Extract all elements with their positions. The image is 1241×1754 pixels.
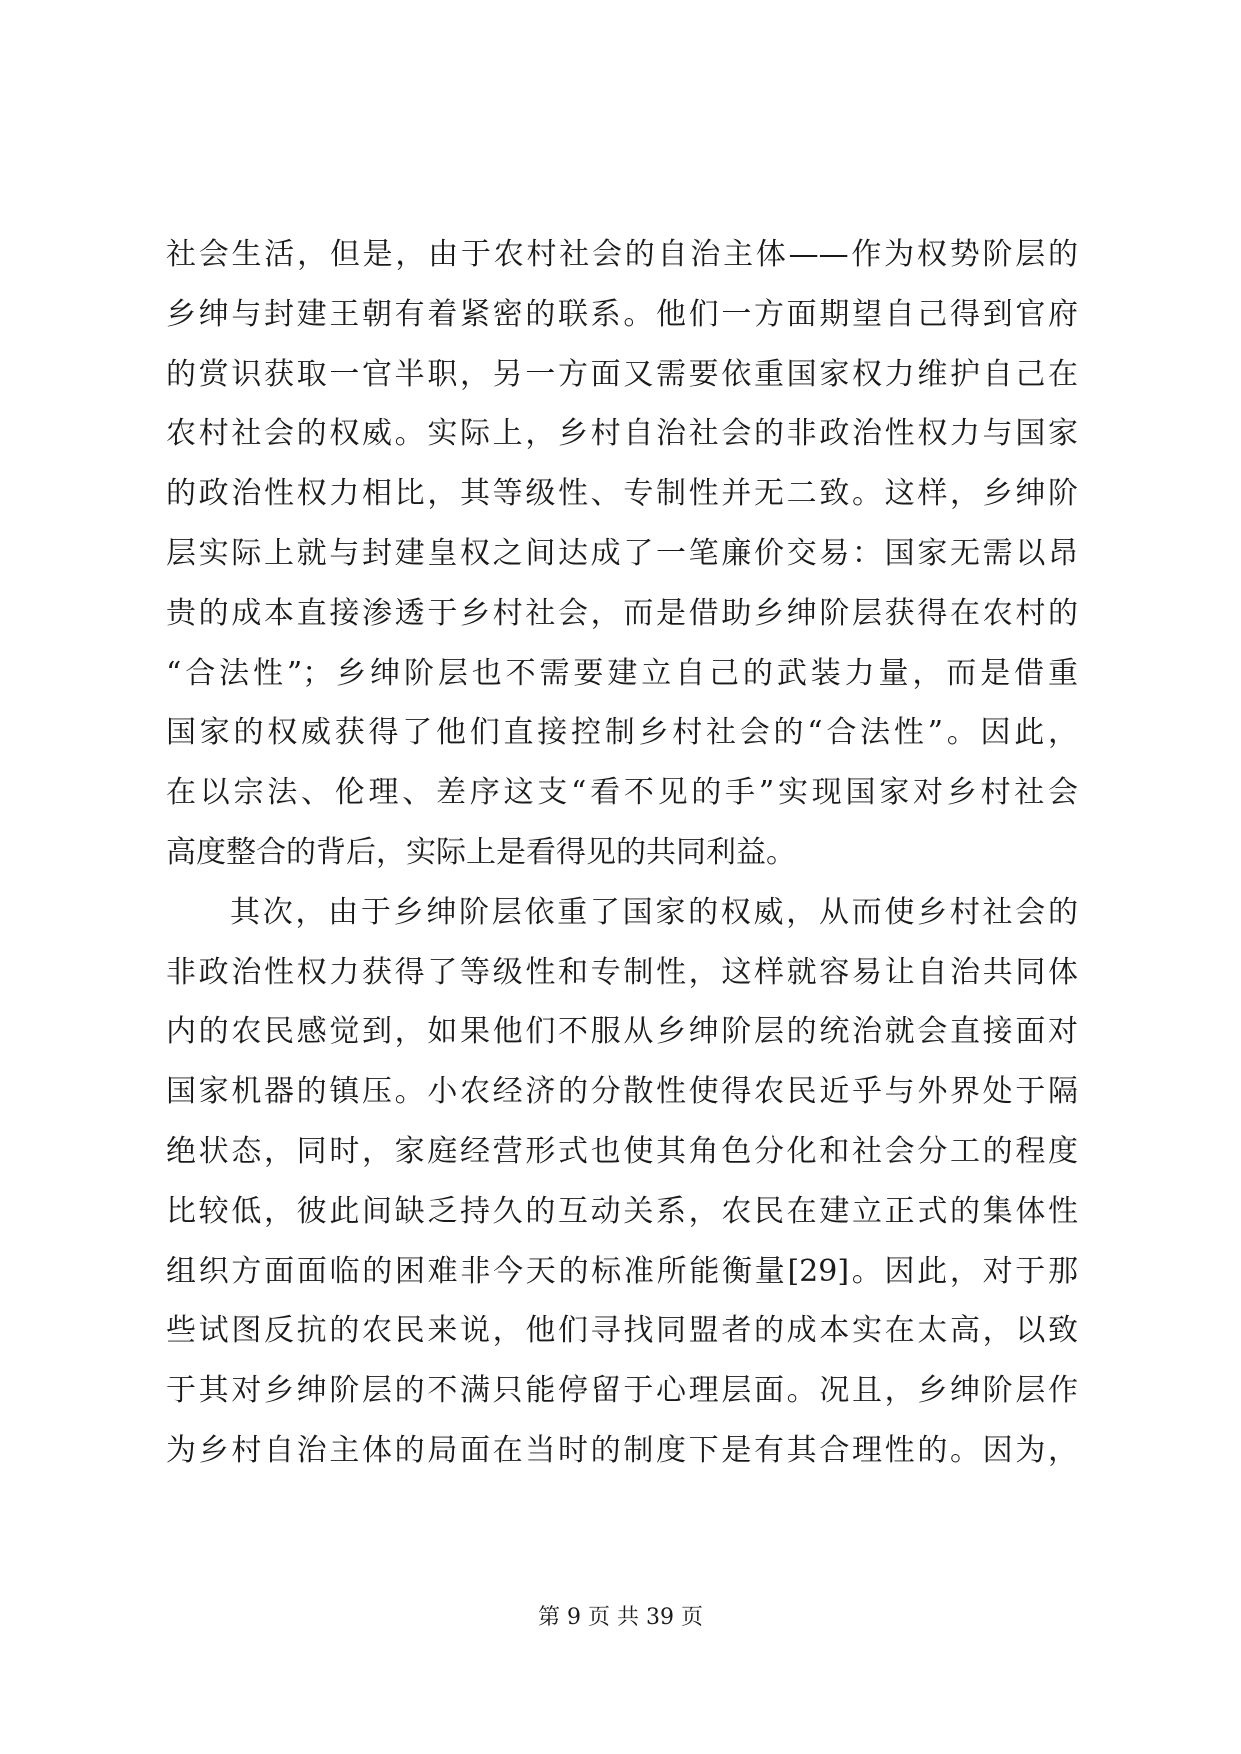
text-line: 乡绅与封建王朝有着紧密的联系。他们一方面期望自己得到官府 (166, 296, 1078, 332)
text-line: 些试图反抗的农民来说，他们寻找同盟者的成本实在太高，以致 (166, 1313, 1078, 1349)
text-line: 内的农民感觉到，如果他们不服从乡绅阶层的统治就会直接面对 (166, 1014, 1078, 1050)
text-line: 社会生活，但是，由于农村社会的自治主体——作为权势阶层的 (166, 237, 1078, 272)
text-line: 国家的权威获得了他们直接控制乡村社会的“合法性”。因此， (166, 715, 1078, 751)
text-line: 贵的成本直接渗透于乡村社会，而是借助乡绅阶层获得在农村的 (166, 595, 1078, 631)
text-line: 层实际上就与封建皇权之间达成了一笔廉价交易：国家无需以昂 (166, 535, 1078, 571)
text-line: 比较低，彼此间缺乏持久的互动关系，农民在建立正式的集体性 (166, 1193, 1078, 1229)
text-line: 的赏识获取一官半职，另一方面又需要依重国家权力维护自己在 (166, 356, 1078, 392)
text-line: 于其对乡绅阶层的不满只能停留于心理层面。况且，乡绅阶层作 (166, 1373, 1078, 1409)
text-line: 国家机器的镇压。小农经济的分散性使得农民近乎与外界处于隔 (166, 1074, 1078, 1110)
text-line: 绝状态，同时，家庭经营形式也使其角色分化和社会分工的程度 (166, 1133, 1078, 1169)
text-line: 组织方面面临的困难非今天的标准所能衡量[29]。因此，对于那 (166, 1253, 1078, 1289)
text-line-paragraph-start: 其次，由于乡绅阶层依重了国家的权威，从而使乡村社会的 (230, 894, 1078, 930)
text-line: 为乡村自治主体的局面在当时的制度下是有其合理性的。因为， (166, 1432, 1078, 1468)
document-body (166, 225, 1078, 1481)
text-line: “合法性”；乡绅阶层也不需要建立自己的武装力量，而是借重 (166, 655, 1078, 691)
text-line: 农村社会的权威。实际上，乡村自治社会的非政治性权力与国家 (166, 416, 1078, 452)
page-number-footer: 第 9 页 共 39 页 (538, 1605, 703, 1630)
text-line-paragraph-end: 高度整合的背后，实际上是看得见的共同利益。 (166, 834, 796, 870)
text-line: 在以宗法、伦理、差序这支“看不见的手”实现国家对乡村社会 (166, 775, 1078, 811)
text-line: 非政治性权力获得了等级性和专制性，这样就容易让自治共同体 (166, 954, 1078, 990)
text-line: 的政治性权力相比，其等级性、专制性并无二致。这样，乡绅阶 (166, 476, 1078, 512)
